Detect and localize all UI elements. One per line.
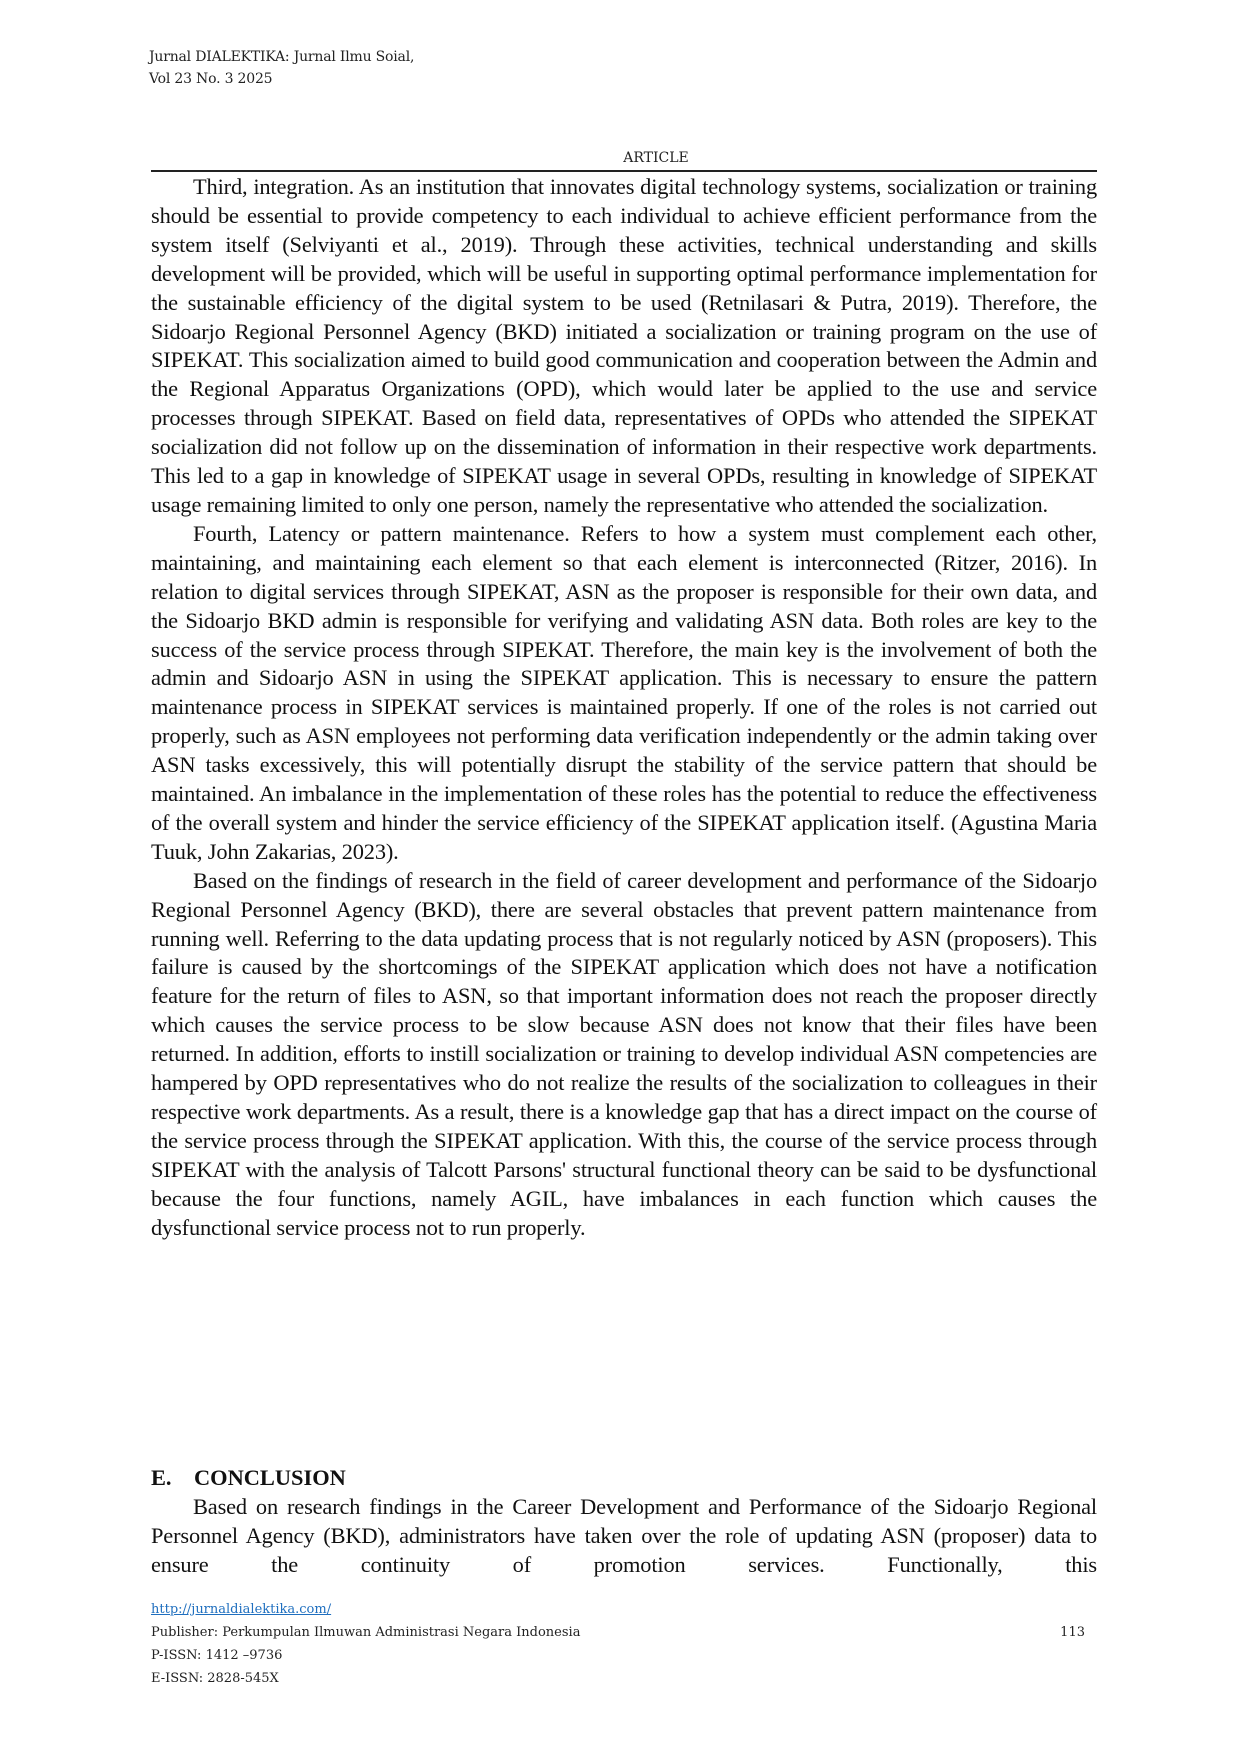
paragraph-latency: Fourth, Latency or pattern maintenance. Refers to how a system must complement each other, maintaining, and maintaining each element so that each element is interconnected (Ritzer, 2016). In relation to digital services through SIPEKAT, ASN as the proposer is responsible for their own data, and the Sidoarjo BKD admin is responsible for verifying and validating ASN data. Both roles are key to the success of the service process through SIPEKAT. Therefore, the main key is the involvement of both the admin and Sidoarjo ASN in using the SIPEKAT application. This is necessary to ensure the pattern maintenance process in SIPEKAT services is maintained properly. If one of the roles is not carried out properly, such as ASN employees not performing data verification independently or the admin taking over ASN tasks excessively, this will potentially disrupt the stability of the service pattern that should be maintained. An imbalance in the implementation of these roles has the potential to reduce the effectiveness of the overall system and hinder the service efficiency of the SIPEKAT application itself. (Agustina Maria Tuuk, John Zakarias, 2023). — [151, 520, 1097, 864]
journal-website-link[interactable]: http://jurnaldialektika.com/ — [151, 1602, 332, 1617]
page-number: 113 — [1060, 1625, 1085, 1640]
section-heading-conclusion — [151, 1464, 346, 1493]
paragraph-findings: Based on the findings of research in the field of career development and performance of the Sidoarjo Regional Personnel Agency (BKD), there are several obstacles that prevent pattern maintenance from running well. Referring to the data updating process that is not regularly noticed by ASN (proposers). This failure is caused by the shortcomings of the SIPEKAT application which does not have a notification feature for the return of files to ASN, so that important information does not reach the proposer directly which causes the service process to be slow because ASN does not know that their files have been returned. In addition, efforts to instill socialization or training to develop individual ASN competencies are hampered by OPD representatives who do not realize the results of the socialization to colleagues in their respective work departments. As a result, there is a knowledge gap that has a direct impact on the course of the service process through the SIPEKAT application. With this, the course of the service process through SIPEKAT with the analysis of Talcott Parsons' structural functional theory can be said to be dysfunctional because the four functions, namely AGIL, have imbalances in each function which causes the dysfunctional service process not to run properly. — [151, 867, 1097, 1240]
journal-title: Jurnal DIALEKTIKA: Jurnal Ilmu Soial, — [149, 49, 415, 65]
e-issn: E-ISSN: 2828-545X — [151, 1671, 279, 1686]
p-issn: P-ISSN: 1412 –9736 — [151, 1648, 283, 1663]
journal-header — [149, 46, 414, 90]
publisher-text: Publisher: Perkumpulan Ilmuwan Administrasi Negara Indonesia — [151, 1625, 581, 1640]
section-number: E. — [151, 1465, 172, 1490]
paragraph-integration: Third, integration. As an institution that innovates digital technology systems, socialization or training should be essential to provide competency to each individual to achieve efficient performance from the system itself (Selviyanti et al., 2019). Through these activities, technical understanding and skills development will be provided, which will be useful in supporting optimal performance implementation for the sustainable efficiency of the digital system to be used (Retnilasari & Putra, 2019). Therefore, the Sidoarjo Regional Personnel Agency (BKD) initiated a socialization or training program on the use of SIPEKAT. This socialization aimed to build good communication and cooperation between the Admin and the Regional Apparatus Organizations (OPD), which would later be applied to the use and service processes through SIPEKAT. Based on field data, representatives of OPDs who attended the SIPEKAT socialization did not follow up on the dissemination of information in their respective work departments. This led to a gap in knowledge of SIPEKAT usage in several OPDs, resulting in knowledge of SIPEKAT usage remaining limited to only one person, namely the representative who attended the socialization. — [151, 174, 1097, 517]
article-body — [151, 173, 1097, 1243]
journal-volume: Vol 23 No. 3 2025 — [149, 71, 273, 87]
header-divider — [151, 170, 1097, 172]
paragraph-conclusion: Based on research findings in the Career Development and Performance of the Sidoarjo Regional Personnel Agency (BKD), administrators have taken over the role of updating ASN (proposer) data to ensure the continuity of promotion services. Functionally, this — [151, 1494, 1097, 1577]
section-title: CONCLUSION — [194, 1465, 346, 1490]
conclusion-body — [151, 1493, 1097, 1580]
page-footer — [151, 1598, 1097, 1690]
article-label: ARTICLE — [623, 150, 689, 166]
